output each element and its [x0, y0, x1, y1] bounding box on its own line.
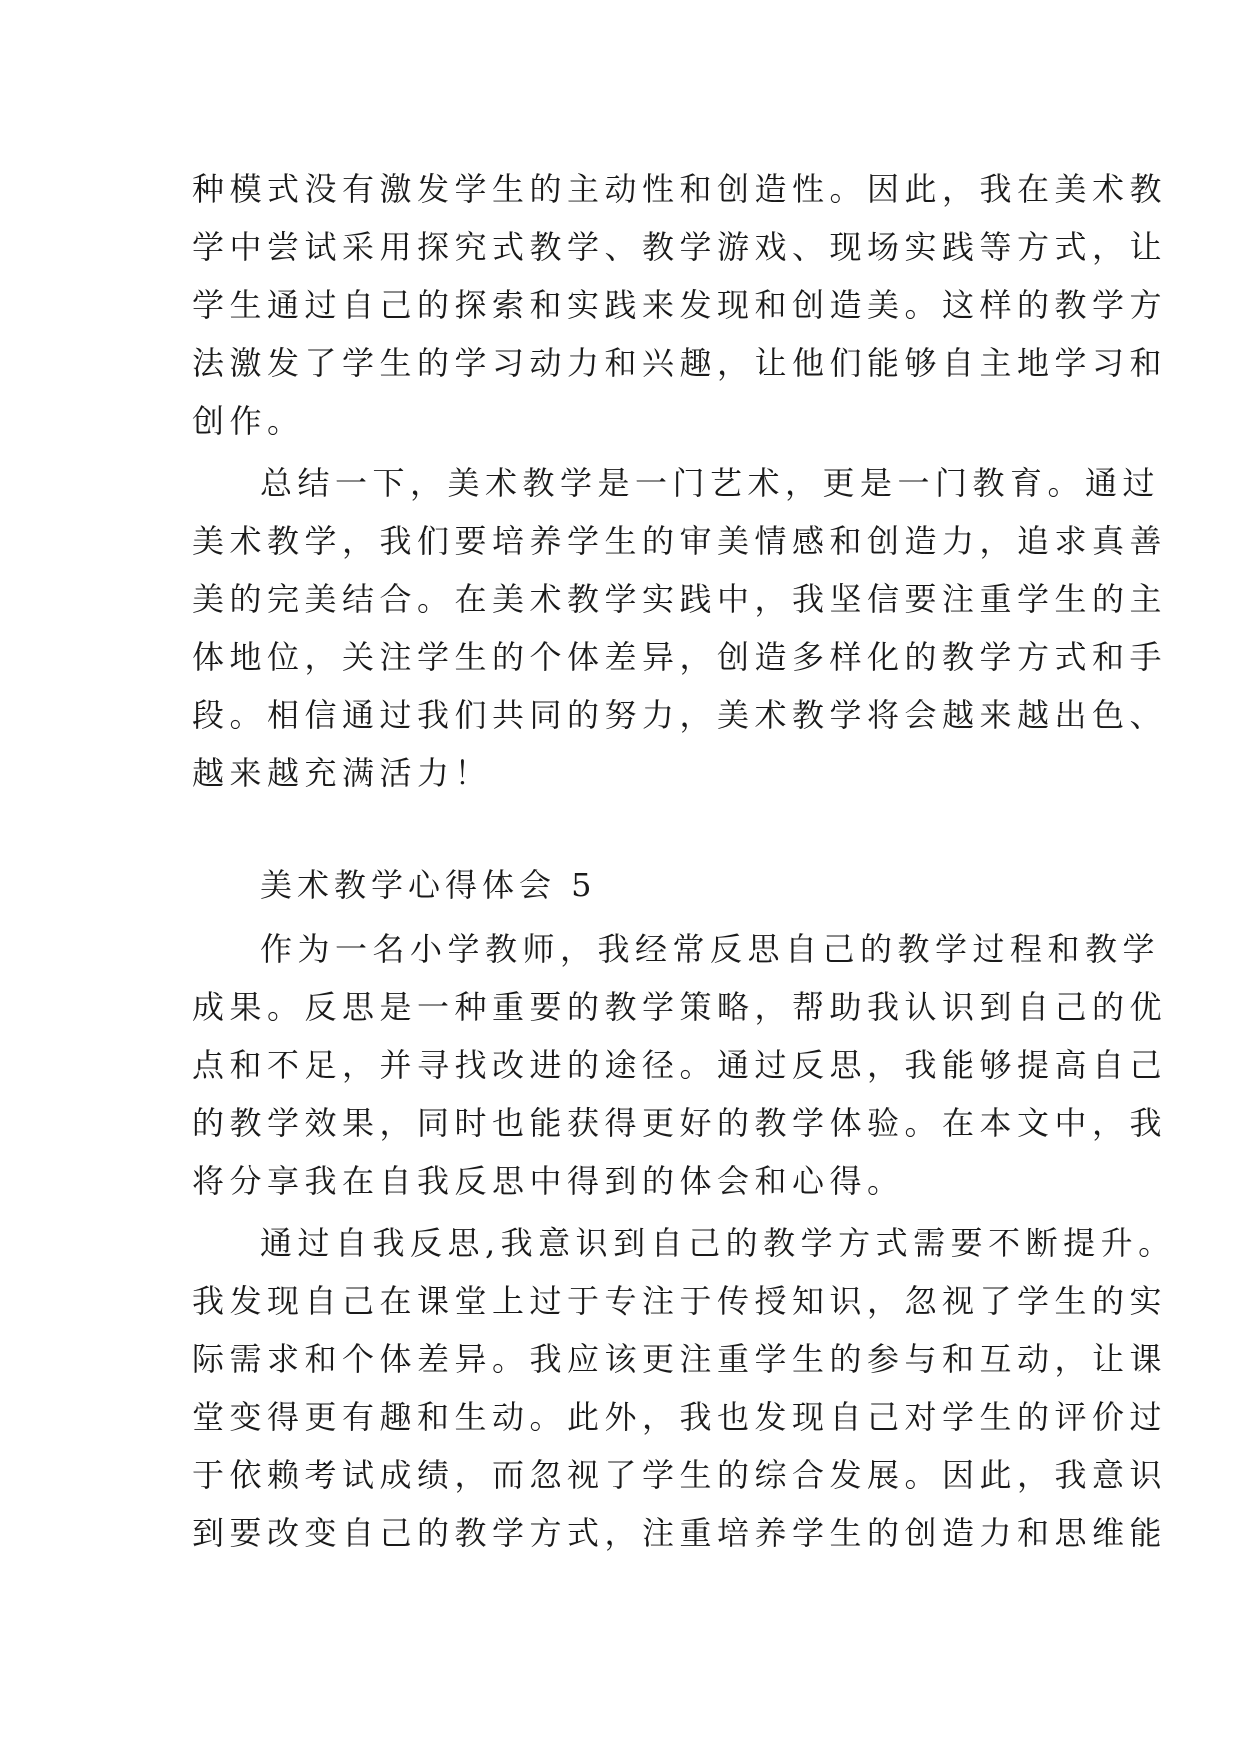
paragraph-3 [192, 920, 1168, 1210]
text-line: 美术教学，我们要培养学生的审美情感和创造力，追求真善 [192, 522, 1168, 560]
text-line: 的教学效果，同时也能获得更好的教学体验。在本文中，我 [192, 1104, 1168, 1142]
text-line: 到要改变自己的教学方式，注重培养学生的创造力和思维能 [192, 1514, 1168, 1552]
text-line: 际需求和个体差异。我应该更注重学生的参与和互动，让课 [192, 1340, 1168, 1378]
text-line: 总结一下，美术教学是一门艺术，更是一门教育。通过 [260, 464, 1161, 502]
text-line: 法激发了学生的学习动力和兴趣，让他们能够自主地学习和 [192, 344, 1168, 382]
text-line: 作为一名小学教师，我经常反思自己的教学过程和教学 [260, 930, 1161, 968]
text-line: 体地位，关注学生的个体差异，创造多样化的教学方式和手 [192, 638, 1168, 676]
text-line: 于依赖考试成绩，而忽视了学生的综合发展。因此，我意识 [192, 1456, 1168, 1494]
body-text [192, 160, 1176, 1566]
text-line: 美的完美结合。在美术教学实践中，我坚信要注重学生的主 [192, 580, 1168, 618]
text-line: 越来越充满活力！ [192, 754, 493, 792]
text-line: 学生通过自己的探索和实践来发现和创造美。这样的教学方 [192, 286, 1168, 324]
text-line: 成果。反思是一种重要的教学策略，帮助我认识到自己的优 [192, 988, 1168, 1026]
text-line: 种模式没有激发学生的主动性和创造性。因此，我在美术教 [192, 170, 1168, 208]
text-line: 点和不足，并寻找改进的途径。通过反思，我能够提高自己 [192, 1046, 1168, 1084]
text-line: 学中尝试采用探究式教学、教学游戏、现场实践等方式，让 [192, 228, 1168, 266]
text-line: 堂变得更有趣和生动。此外，我也发现自己对学生的评价过 [192, 1398, 1168, 1436]
paragraph-4 [192, 1214, 1176, 1562]
text-line: 将分享我在自我反思中得到的体会和心得。 [192, 1162, 905, 1200]
paragraph-1 [192, 160, 1168, 450]
text-line: 段。相信通过我们共同的努力，美术教学将会越来越出色、 [192, 696, 1168, 734]
section-title: 美术教学心得体会 5 [260, 866, 597, 904]
text-line: 通过自我反思,我意识到自己的教学方式需要不断提升。 [260, 1224, 1176, 1262]
text-line: 创作。 [192, 402, 305, 440]
text-line: 我发现自己在课堂上过于专注于传授知识，忽视了学生的实 [192, 1282, 1168, 1320]
paragraph-2 [192, 454, 1168, 802]
